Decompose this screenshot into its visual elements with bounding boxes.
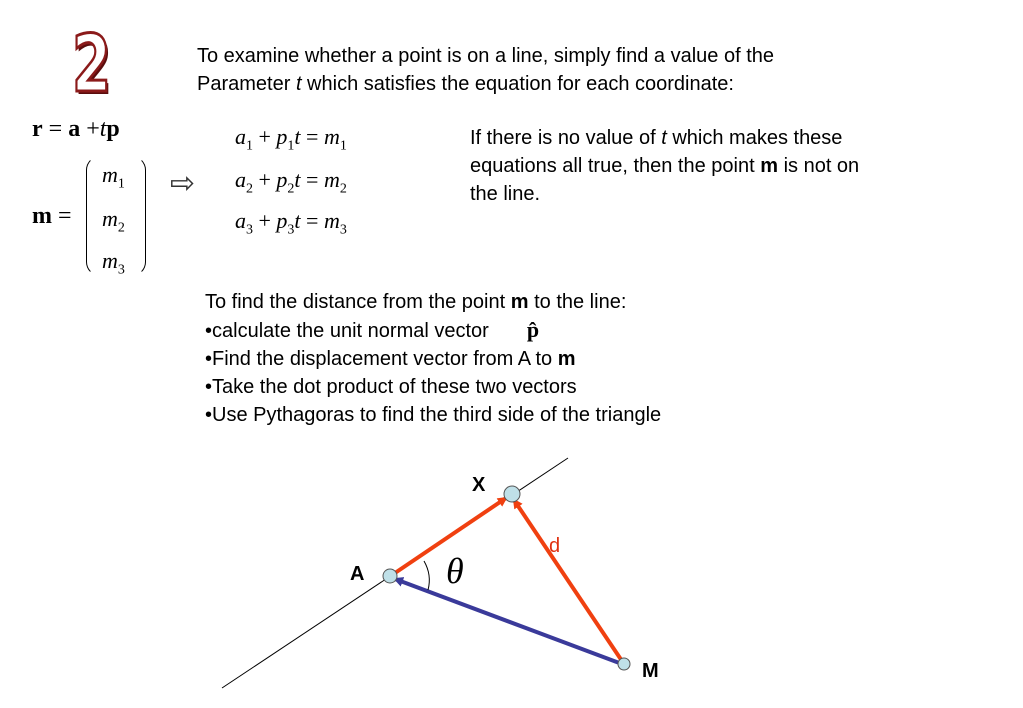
- point-m: [618, 658, 630, 670]
- vector-m-to-a: [395, 579, 622, 664]
- vector-m-row-2: $m_2$: [102, 206, 125, 236]
- condition-point-m: m: [760, 155, 779, 177]
- label-theta: θ: [446, 551, 464, 591]
- vector-p: p: [106, 116, 120, 142]
- intro-line-1: To examine whether a point is on a line, simply find a value of the: [197, 45, 774, 67]
- condition-text: If there is no value of t which makes these equations all true, then the point m is not on the line.: [470, 127, 860, 205]
- condition-parameter-t: t: [661, 127, 667, 149]
- parameter-t: t: [99, 116, 107, 142]
- point-a: [383, 569, 397, 583]
- unit-normal-vector: p̂: [526, 317, 540, 342]
- point-vector-equals: =: [58, 203, 72, 229]
- step-item-3: •Take the dot product of these two vectors: [205, 376, 577, 398]
- plus-sign: +: [86, 116, 100, 142]
- angle-arc: [424, 561, 429, 590]
- distance-d-segment: [514, 500, 624, 664]
- vector-m: m: [32, 203, 52, 229]
- vector-m-row-3: $m_3$: [102, 248, 125, 278]
- label-m: M: [642, 660, 659, 682]
- coordinate-equation-1: $a_1 + p_1t = m_1$: [235, 124, 347, 154]
- step-item-2: •Find the displacement vector from A to m: [205, 348, 576, 370]
- intro-line-2-pre: Parameter: [197, 73, 296, 95]
- intro-parameter-t: t: [295, 73, 302, 95]
- vector-m-row-1: $m_1$: [102, 162, 125, 192]
- slide-number: 2: [72, 20, 112, 110]
- step-item-1: •calculate the unit normal vector p̂: [205, 317, 540, 342]
- intro-line-2-post: which satisfies the equation for each coordinate:: [301, 73, 734, 95]
- step-item-4: •Use Pythagoras to find the third side of the triangle: [205, 404, 662, 426]
- vector-a: a: [68, 116, 81, 142]
- vector-r: r: [32, 116, 43, 142]
- coordinate-equation-3: $a_3 + p_3t = m_3$: [235, 208, 347, 238]
- coordinate-equation-2: $a_2 + p_2t = m_2$: [235, 167, 347, 197]
- steps-heading: To find the distance from the point m to the line:: [205, 291, 627, 313]
- point-x: [504, 486, 520, 502]
- equals-sign: =: [48, 116, 63, 142]
- implies-arrow-icon: ⇨: [170, 166, 196, 201]
- label-d: d: [549, 535, 561, 557]
- label-x: X: [472, 474, 486, 496]
- label-a: A: [350, 563, 365, 585]
